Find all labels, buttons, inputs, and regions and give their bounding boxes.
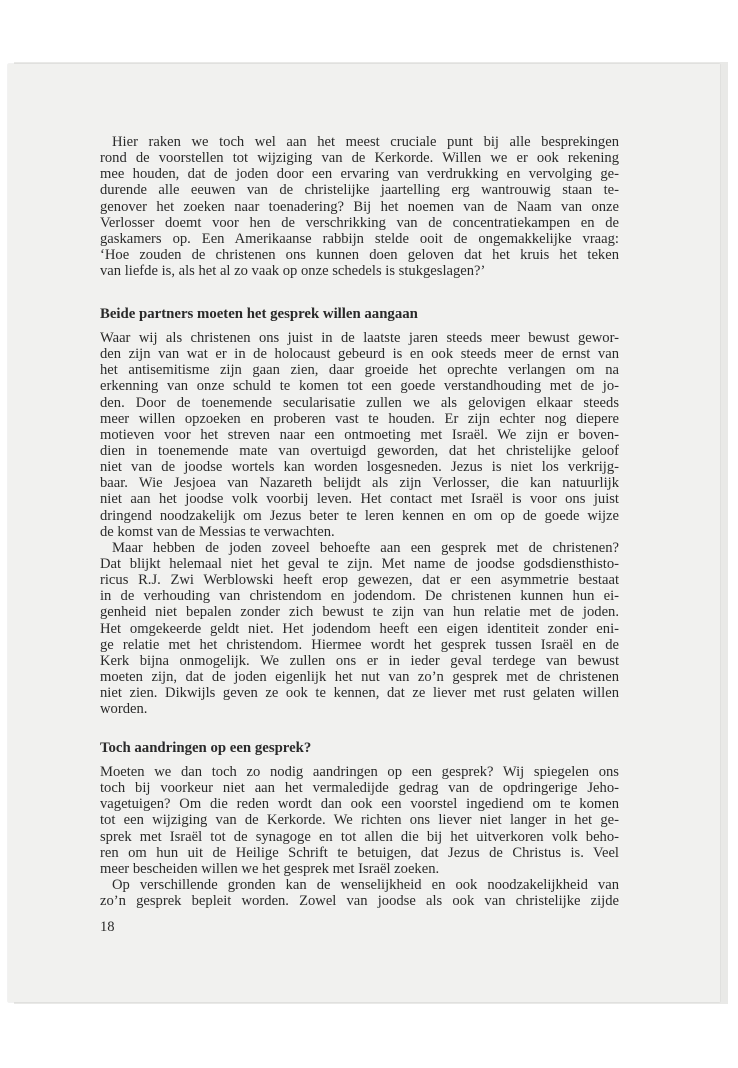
text-line: rond de voorstellen tot wijziging van de Kerkorde. Willen we er ook rekening — [100, 150, 619, 167]
text-line: ricus R.J. Zwi Werblowski heeft erop gewezen, dat er een asymmetrie bestaat — [100, 572, 619, 589]
text-line: Maar hebben de joden zoveel behoefte aan een gesprek met de christenen? — [112, 539, 619, 556]
paragraph — [100, 330, 619, 540]
text-line: erkenning van onze schuld te komen tot een goede verstandhouding met de jo- — [100, 378, 619, 395]
section-toch-aandringen — [100, 739, 619, 909]
text-line: ge relatie met het christendom. Hiermee wordt het gesprek tussen Israël en de — [100, 636, 619, 653]
text-line: genover het zoeken naar toenadering? Bij het noemen van de Naam van onze — [100, 198, 619, 215]
text-line: worden. — [100, 701, 148, 718]
paragraph — [100, 540, 619, 718]
paragraph — [100, 877, 619, 909]
text-line: Moeten we dan toch zo nodig aandringen op een gesprek? Wij spiegelen ons — [100, 764, 619, 780]
page-number: 18 — [100, 919, 115, 935]
text-line: zo’n gesprek bepleit worden. Zowel van joodse als ook van christelijke zijde — [100, 893, 619, 910]
text-line: ‘Hoe zouden de christenen ons kunnen doen geloven dat het kruis het teken — [100, 246, 619, 263]
text-line: niet aan het joodse volk voorbij leven. Het contact met Israël is voor ons juist — [100, 491, 619, 508]
text-line: sprek met Israël tot de synagoge en tot allen die bij het uitverkoren volk beho- — [100, 828, 619, 845]
text-line: moeten zijn, dat de joden eigenlijk het nut van zo’n gesprek met de christenen — [100, 668, 619, 685]
paragraph — [100, 134, 619, 279]
text-line: Kerk bijna onmogelijk. We zullen ons er in ieder geval terdege van bewust — [100, 652, 619, 669]
text-line: motieven voor het streven naar een ontmoeting met Israël. We zijn er boven- — [100, 426, 619, 443]
text-line: de komst van de Messias te verwachten. — [100, 523, 335, 540]
text-line: gaskamers op. Een Amerikaanse rabbijn stelde ooit de ongemakkelijke vraag: — [100, 230, 619, 247]
text-line: Het omgekeerde geldt niet. Het jodendom heeft een eigen identiteit zonder eni- — [100, 620, 619, 637]
text-line: het antisemitisme zijn gaan zien, daar groeide het oprechte verlangen om na — [100, 362, 619, 379]
text-line: toch bij voorkeur niet aan het vermaledijde gedrag van de opdringerige Jeho- — [100, 780, 619, 797]
text-line: den zijn van wat er in de holocaust gebeurd is en ook steeds meer de ernst van — [100, 346, 619, 363]
paragraph — [100, 764, 619, 877]
text-line: ren om hun uit de Heilige Schrift te betuigen, dat Jezus de Christus is. Veel — [100, 844, 619, 861]
text-line: tot een wijziging van de Kerkorde. We richten ons liever niet langer in het ge- — [100, 812, 619, 829]
text-line: niet zien. Dikwijls geven ze ook te kennen, dat ze liever met rust gelaten willen — [100, 685, 619, 702]
text-line: van liefde is, als het al zo vaak op onze schedels is stukgeslagen?’ — [100, 263, 486, 280]
text-line: meer bescheiden willen we het gesprek met Israël zoeken. — [100, 860, 440, 877]
text-line: dien in toenemende mate van overtuigd geworden, dat het christelijke geloof — [100, 442, 619, 459]
section-beide-partners — [100, 305, 619, 717]
text-line: mee houden, dat de joden door een ervaring van verdrukking en vervolging ge- — [100, 166, 619, 183]
text-line: Waar wij als christenen ons juist in de laatste jaren steeds meer bewust gewor- — [100, 330, 619, 346]
text-line: meer willen opzoeken en proberen vast te houden. Er zijn echter nog diepere — [100, 410, 619, 427]
text-line: niet van de joodse wortels kan worden losgesneden. Jezus is niet los verkrijg- — [100, 459, 619, 476]
text-line: Verlosser doemt voor hen de verschrikking van de concentratiekampen en de — [100, 214, 619, 231]
text-line: baar. Wie Jesjoea van Nazareth belijdt als zijn Verlosser, die kan natuurlijk — [100, 475, 619, 492]
text-line: vagetuigen? Om die reden wordt dan ook een voorstel ingediend om te komen — [100, 796, 619, 813]
text-line: den. Door de toenemende secularisatie zullen we als gelovigen elkaar steeds — [100, 394, 619, 411]
text-line: genheid niet bepalen zonder zich bewust te zijn van hun relatie met de joden. — [100, 604, 619, 621]
text-line: dringend noodzakelijk om Jezus beter te leren kennen en om op de goede wijze — [100, 507, 619, 524]
text-line: durende alle eeuwen van de christelijke jaartelling erg wantrouwig staan te- — [100, 182, 619, 199]
text-line: Hier raken we toch wel aan het meest cruciale punt bij alle besprekingen — [112, 134, 619, 150]
section-intro — [100, 134, 619, 279]
text-line: in de verhouding van christendom en jodendom. De christenen kunnen hun ei- — [100, 588, 619, 605]
section-heading: Beide partners moeten het gesprek willen aangaan — [100, 306, 418, 322]
text-line: Op verschillende gronden kan de wenselijkheid en ook noodzakelijkheid van — [112, 876, 619, 893]
text-line: Dat blijkt helemaal niet het geval te zijn. Met name de joodse godsdiensthisto- — [100, 555, 619, 572]
section-heading: Toch aandringen op een gesprek? — [100, 740, 312, 756]
